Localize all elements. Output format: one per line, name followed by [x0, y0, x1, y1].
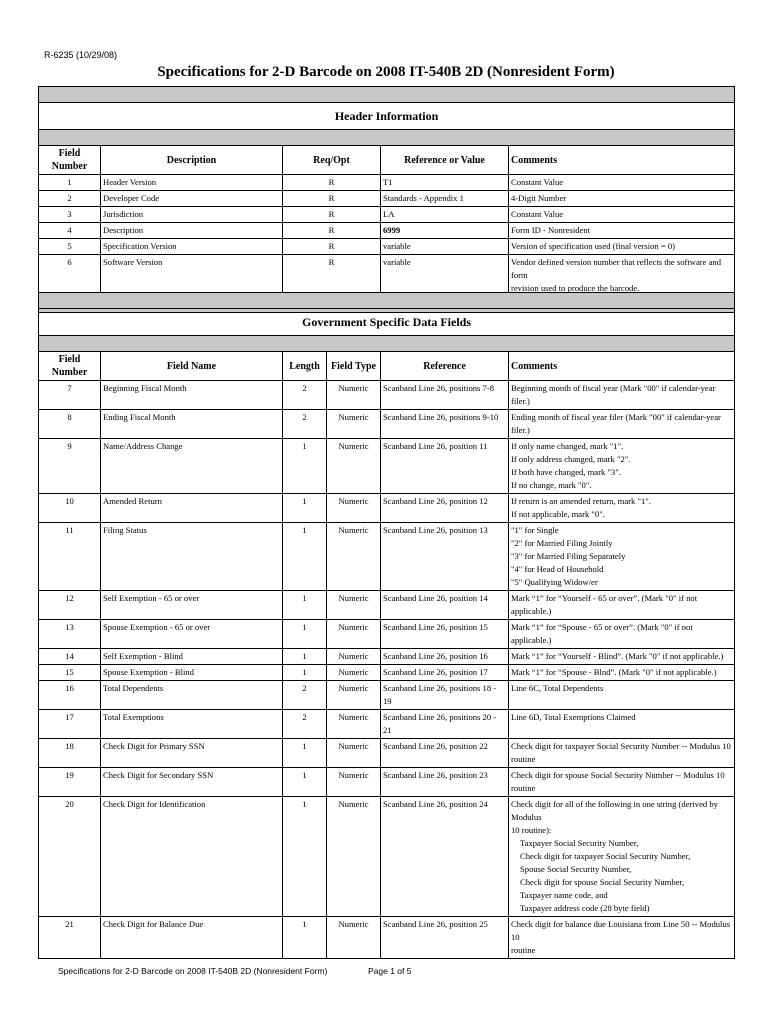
field-name: Spouse Exemption - 65 or over	[101, 620, 283, 649]
field-type: Numeric	[327, 710, 381, 739]
field-reference: Scanband Line 26, position 13	[381, 523, 509, 591]
field-reference: Scanband Line 26, position 15	[381, 620, 509, 649]
field-type: Numeric	[327, 620, 381, 649]
comment-line: Mark “1” for “Yourself - Blind”. (Mark "0" if not applicable.)	[511, 651, 724, 661]
comments-cell	[509, 523, 735, 591]
gov-section-heading: Government Specific Data Fields	[39, 309, 735, 336]
field-length: 1	[283, 494, 327, 523]
table-row	[39, 494, 735, 523]
col-description: Description	[101, 146, 283, 175]
comment-line: If return is an amended return, mark "1".	[511, 496, 651, 506]
field-length: 1	[283, 620, 327, 649]
reference-value: 6999	[381, 223, 509, 239]
comments-cell	[509, 381, 735, 410]
comments-cell	[509, 681, 735, 710]
comment-line: 4-Digit Number	[511, 193, 567, 203]
field-type: Numeric	[327, 649, 381, 665]
field-reference: Scanband Line 26, positions 18 - 19	[381, 681, 509, 710]
comment-line: revision used to produce the barcode.	[511, 283, 640, 293]
field-name: Ending Fiscal Month	[101, 410, 283, 439]
comments-cell	[509, 255, 735, 297]
government-data-fields-table	[38, 292, 735, 959]
field-type: Numeric	[327, 410, 381, 439]
field-name: Beginning Fiscal Month	[101, 381, 283, 410]
field-length: 1	[283, 665, 327, 681]
field-type: Numeric	[327, 591, 381, 620]
header-column-row	[39, 146, 735, 175]
field-name: Check Digit for Primary SSN	[101, 739, 283, 768]
field-number: 17	[39, 710, 101, 739]
col-length: Length	[283, 352, 327, 381]
field-reference: Scanband Line 26, position 24	[381, 797, 509, 917]
comments-cell	[509, 739, 735, 768]
field-description: Description	[101, 223, 283, 239]
field-reference: Scanband Line 26, position 14	[381, 591, 509, 620]
field-name: Check Digit for Balance Due	[101, 917, 283, 959]
table-row	[39, 381, 735, 410]
col-comments: Comments	[509, 352, 735, 381]
field-length: 2	[283, 681, 327, 710]
field-reference: Scanband Line 26, position 16	[381, 649, 509, 665]
comments-cell	[509, 439, 735, 494]
comment-line: Vendor defined version number that reflects the software and form	[511, 257, 721, 280]
field-reference: Scanband Line 26, position 12	[381, 494, 509, 523]
table-row	[39, 591, 735, 620]
section-heading-row	[39, 103, 735, 130]
field-number: 10	[39, 494, 101, 523]
field-description: Developer Code	[101, 191, 283, 207]
field-description: Software Version	[101, 255, 283, 297]
col-field-number: Field Number	[39, 352, 101, 381]
table-row	[39, 665, 735, 681]
comment-line: If only name changed, mark "1".	[511, 441, 624, 451]
reference-value: Standards - Appendix 1	[381, 191, 509, 207]
table-row	[39, 681, 735, 710]
field-description: Header Version	[101, 175, 283, 191]
col-field-name: Field Name	[101, 352, 283, 381]
gray-band	[39, 293, 735, 309]
field-type: Numeric	[327, 797, 381, 917]
req-opt: R	[283, 239, 381, 255]
field-description: Jurisdiction	[101, 207, 283, 223]
field-name: Amended Return	[101, 494, 283, 523]
field-name: Self Exemption - Blind	[101, 649, 283, 665]
comment-line: Check digit for spouse Social Security Number,	[520, 877, 685, 887]
table-row	[39, 797, 735, 917]
comment-line: Check digit for taxpayer Social Security Number -- Modulus 10	[511, 741, 731, 751]
table-row	[39, 710, 735, 739]
field-length: 1	[283, 768, 327, 797]
comment-line: Check digit for spouse Social Security Number -- Modulus 10 routine	[511, 770, 725, 793]
comments-cell	[509, 223, 735, 239]
field-type: Numeric	[327, 381, 381, 410]
table-row	[39, 523, 735, 591]
field-type: Numeric	[327, 523, 381, 591]
comment-line: If no change, mark "0".	[511, 480, 592, 490]
comment-line: Check digit for taxpayer Social Security Number,	[520, 851, 691, 861]
field-reference: Scanband Line 26, position 23	[381, 768, 509, 797]
comments-cell	[509, 191, 735, 207]
comment-line: Form ID - Nonresident	[511, 225, 591, 235]
field-length: 1	[283, 523, 327, 591]
field-length: 2	[283, 410, 327, 439]
gray-band	[39, 336, 735, 352]
comment-line: "1" for Single	[511, 525, 559, 535]
table-row	[39, 239, 735, 255]
field-number: 19	[39, 768, 101, 797]
req-opt: R	[283, 255, 381, 297]
field-number: 4	[39, 223, 101, 239]
field-number: 14	[39, 649, 101, 665]
field-reference: Scanband Line 26, positions 9-10	[381, 410, 509, 439]
gov-column-row	[39, 352, 735, 381]
field-number: 1	[39, 175, 101, 191]
field-length: 1	[283, 917, 327, 959]
col-reference: Reference	[381, 352, 509, 381]
table-row	[39, 917, 735, 959]
comment-line: Mark “1” for “Yourself - 65 or over”. (Mark "0" if not applicable.)	[511, 593, 698, 616]
comments-cell	[509, 494, 735, 523]
req-opt: R	[283, 191, 381, 207]
comment-line: routine	[511, 754, 536, 764]
table-row	[39, 649, 735, 665]
comments-cell	[509, 665, 735, 681]
field-number: 9	[39, 439, 101, 494]
comment-line: Taxpayer Social Security Number,	[520, 838, 639, 848]
comments-cell	[509, 768, 735, 797]
comment-line: Check digit for all of the following in one string (derived by Modulus	[511, 799, 718, 822]
comment-line: Version of specification used (final version = 0)	[511, 241, 676, 251]
page-number: Page 1 of 5	[368, 966, 412, 976]
comment-line: Line 6D, Total Exemptions Claimed	[511, 712, 636, 722]
comment-line: Beginning month of fiscal year (Mark "00" if calendar-year filer.)	[511, 383, 716, 406]
field-number: 6	[39, 255, 101, 297]
comments-cell	[509, 591, 735, 620]
field-type: Numeric	[327, 768, 381, 797]
field-name: Total Exemptions	[101, 710, 283, 739]
field-length: 1	[283, 649, 327, 665]
comment-line: 10 routine):	[511, 825, 552, 835]
req-opt: R	[283, 207, 381, 223]
field-number: 5	[39, 239, 101, 255]
field-name: Spouse Exemption - Blind	[101, 665, 283, 681]
table-row	[39, 410, 735, 439]
field-number: 7	[39, 381, 101, 410]
field-number: 13	[39, 620, 101, 649]
reference-value: variable	[381, 255, 509, 297]
field-name: Filing Status	[101, 523, 283, 591]
table-row	[39, 620, 735, 649]
field-number: 8	[39, 410, 101, 439]
comments-cell	[509, 797, 735, 917]
comments-cell	[509, 917, 735, 959]
field-length: 2	[283, 710, 327, 739]
table-row	[39, 739, 735, 768]
col-comments: Comments	[509, 146, 735, 175]
field-type: Numeric	[327, 917, 381, 959]
comment-line: Taxpayer address code (28 byte field)	[520, 903, 650, 913]
comment-line: If not applicable, mark "0".	[511, 509, 605, 519]
header-section-heading: Header Information	[39, 103, 735, 130]
reference-value: variable	[381, 239, 509, 255]
field-reference: Scanband Line 26, position 22	[381, 739, 509, 768]
field-number: 11	[39, 523, 101, 591]
field-name: Self Exemption - 65 or over	[101, 591, 283, 620]
table-row	[39, 439, 735, 494]
field-reference: Scanband Line 26, position 11	[381, 439, 509, 494]
field-reference: Scanband Line 26, position 25	[381, 917, 509, 959]
table-row	[39, 255, 735, 297]
field-name: Total Dependents	[101, 681, 283, 710]
comments-cell	[509, 239, 735, 255]
field-number: 3	[39, 207, 101, 223]
comment-line: If both have changed, mark "3".	[511, 467, 621, 477]
comments-cell	[509, 207, 735, 223]
comments-cell	[509, 710, 735, 739]
comments-cell	[509, 410, 735, 439]
comment-line: "2" for Married Filing Jointly	[511, 538, 613, 548]
comment-line: "5" Qualifying Widow/er	[511, 577, 598, 587]
table-row	[39, 768, 735, 797]
comments-cell	[509, 649, 735, 665]
field-name: Name/Address Change	[101, 439, 283, 494]
req-opt: R	[283, 223, 381, 239]
field-type: Numeric	[327, 439, 381, 494]
comment-line: Constant Value	[511, 209, 564, 219]
comment-line: Ending month of fiscal year filer (Mark "00" if calendar-year filer.)	[511, 412, 721, 435]
comments-cell	[509, 175, 735, 191]
gray-band	[39, 87, 735, 103]
field-length: 1	[283, 439, 327, 494]
form-number: R-6235 (10/29/08)	[44, 50, 118, 60]
field-type: Numeric	[327, 494, 381, 523]
col-reference-value: Reference or Value	[381, 146, 509, 175]
reference-value: LA	[381, 207, 509, 223]
field-name: Check Digit for Identification	[101, 797, 283, 917]
comment-line: Spouse Social Security Number,	[520, 864, 632, 874]
field-reference: Scanband Line 26, position 17	[381, 665, 509, 681]
field-length: 1	[283, 797, 327, 917]
field-type: Numeric	[327, 739, 381, 768]
req-opt: R	[283, 175, 381, 191]
comment-line: "4" for Head of Household	[511, 564, 604, 574]
comment-line: Line 6C, Total Dependents	[511, 683, 604, 693]
comment-line: Mark “1” for “Spouse - Blnd”. (Mark "0" if not applicable.)	[511, 667, 717, 677]
table-row	[39, 207, 735, 223]
field-reference: Scanband Line 26, positions 20 - 21	[381, 710, 509, 739]
field-type: Numeric	[327, 681, 381, 710]
comment-line: Mark “1” for “Spouse - 65 or over”. (Mark "0" if not applicable.)	[511, 622, 693, 645]
field-number: 21	[39, 917, 101, 959]
comment-line: Taxpayer name code, and	[520, 890, 608, 900]
field-length: 1	[283, 739, 327, 768]
field-reference: Scanband Line 26, positions 7-8	[381, 381, 509, 410]
footer-title: Specifications for 2-D Barcode on 2008 IT-540B 2D (Nonresident Form)	[58, 966, 328, 976]
section-heading-row	[39, 309, 735, 336]
col-field-number: Field Number	[39, 146, 101, 175]
comment-line: Constant Value	[511, 177, 564, 187]
page-title: Specifications for 2-D Barcode on 2008 IT-540B 2D (Nonresident Form)	[157, 64, 615, 80]
field-length: 1	[283, 591, 327, 620]
comment-line: "3" for Married Filing Separately	[511, 551, 626, 561]
table-row	[39, 175, 735, 191]
field-number: 12	[39, 591, 101, 620]
field-number: 2	[39, 191, 101, 207]
comments-cell	[509, 620, 735, 649]
field-number: 15	[39, 665, 101, 681]
field-name: Check Digit for Secondary SSN	[101, 768, 283, 797]
field-number: 16	[39, 681, 101, 710]
gray-band	[39, 130, 735, 146]
table-row	[39, 223, 735, 239]
field-number: 20	[39, 797, 101, 917]
col-field-type: Field Type	[327, 352, 381, 381]
comment-line: If only address changed, mark "2".	[511, 454, 631, 464]
table-row	[39, 191, 735, 207]
field-description: Specification Version	[101, 239, 283, 255]
comment-line: routine	[511, 945, 536, 955]
col-req-opt: Req/Opt	[283, 146, 381, 175]
reference-value: T1	[381, 175, 509, 191]
header-information-table	[38, 86, 735, 313]
field-length: 2	[283, 381, 327, 410]
comment-line: Check digit for balance due Louisiana from Line 50 -- Modulus 10	[511, 919, 731, 942]
field-number: 18	[39, 739, 101, 768]
field-type: Numeric	[327, 665, 381, 681]
